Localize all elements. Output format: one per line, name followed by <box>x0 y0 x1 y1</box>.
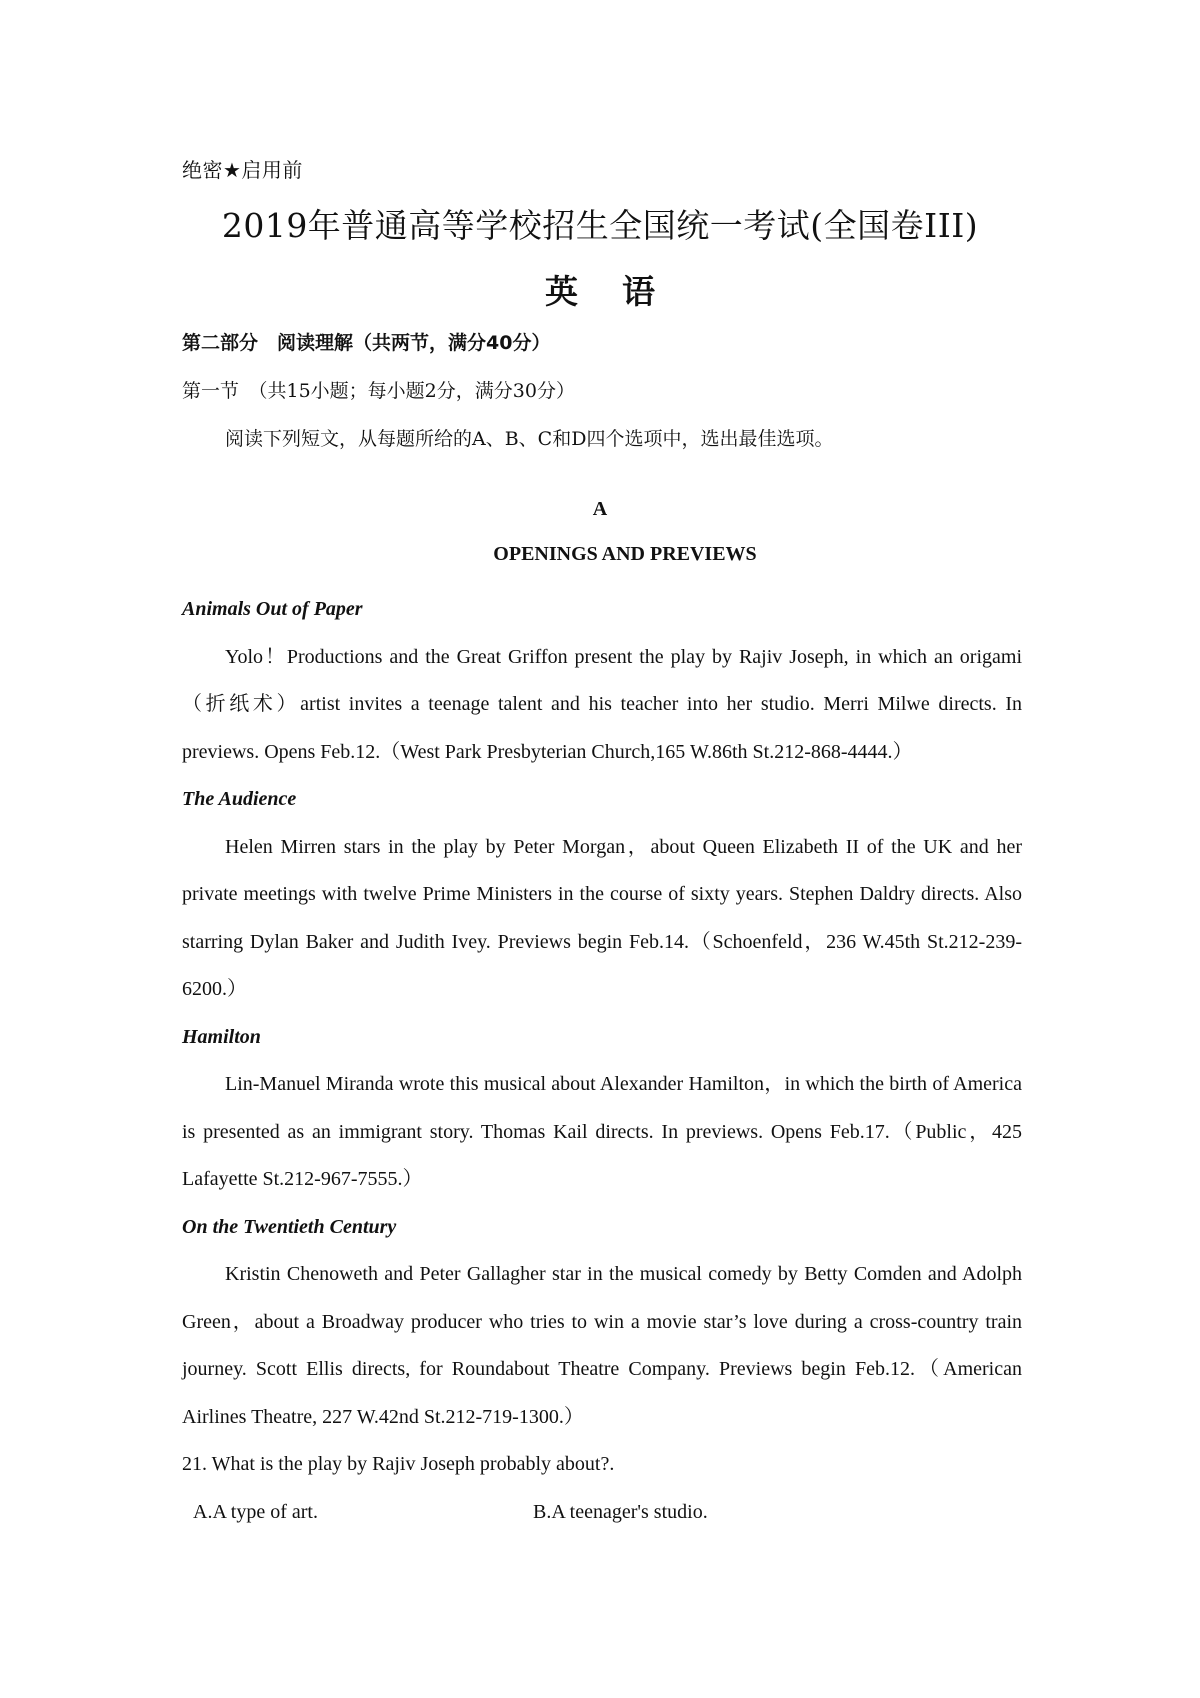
entry-body: Kristin Chenoweth and Peter Gallagher star in the musical comedy by Betty Comden and Adolph Green，about a Broadway producer who tries to win a movie star’s love during a cross-country train journey. Scott Ellis directs, for Roundabout Theatre Company. Previews begin Feb.12.（American Airlines Theatre, 227 W.42nd St.212-719-1300.） <box>182 1263 1022 1428</box>
entry-title: On the Twentieth Century <box>182 1215 397 1238</box>
entry-title: Animals Out of Paper <box>182 598 363 620</box>
subject-title: 英语 <box>545 272 699 311</box>
entry-title: The Audience <box>182 788 297 810</box>
exam-title: 2019年普通高等学校招生全国统一考试(全国卷III) <box>221 206 979 245</box>
entry-body: Helen Mirren stars in the play by Peter Morgan，about Queen Elizabeth II of the UK and her private meetings with twelve Prime Ministers in the course of sixty years. Stephen Daldry directs. Also starring Dylan Baker and Judith Ivey. Previews begin Feb.14.（Schoenfeld，236 W.45th St.212-239-6200.） <box>182 835 1022 1000</box>
option-a[interactable]: A.A type of art. <box>193 1500 318 1523</box>
instructions: 阅读下列短文，从每题所给的A、B、C和D四个选项中，选出最佳选项。 <box>225 428 834 450</box>
entry-title: Hamilton <box>182 1025 261 1048</box>
option-b[interactable]: B.A teenager's studio. <box>533 1500 708 1523</box>
question-text: 21. What is the play by Rajiv Joseph probably about?. <box>182 1453 615 1475</box>
entry-body: Yolo！Productions and the Great Griffon present the play by Rajiv Joseph, in which an origami（折纸术）artist invites a teenage talent and his teacher into her studio. Merri Milwe directs. In previews. Opens Feb.12.（West Park Presbyterian Church,165 W.86th St.212-868-4444.） <box>182 645 1022 763</box>
passage-content <box>182 586 1022 1536</box>
entry-body: Lin-Manuel Miranda wrote this musical about Alexander Hamilton，in which the birth of America is presented as an immigrant story. Thomas Kail directs. In previews. Opens Feb.17.（Public，425 Lafayette St.212-967-7555.） <box>182 1073 1022 1190</box>
secret-mark: 绝密★启用前 <box>182 158 303 182</box>
part-heading: 第二部分 阅读理解（共两节，满分40分） <box>182 332 551 354</box>
answer-options <box>182 1489 1022 1537</box>
passage-label: A <box>592 498 608 520</box>
passage-title: OPENINGS AND PREVIEWS <box>493 543 757 565</box>
section-heading: 第一节 （共15小题；每小题2分，满分30分） <box>182 380 575 402</box>
